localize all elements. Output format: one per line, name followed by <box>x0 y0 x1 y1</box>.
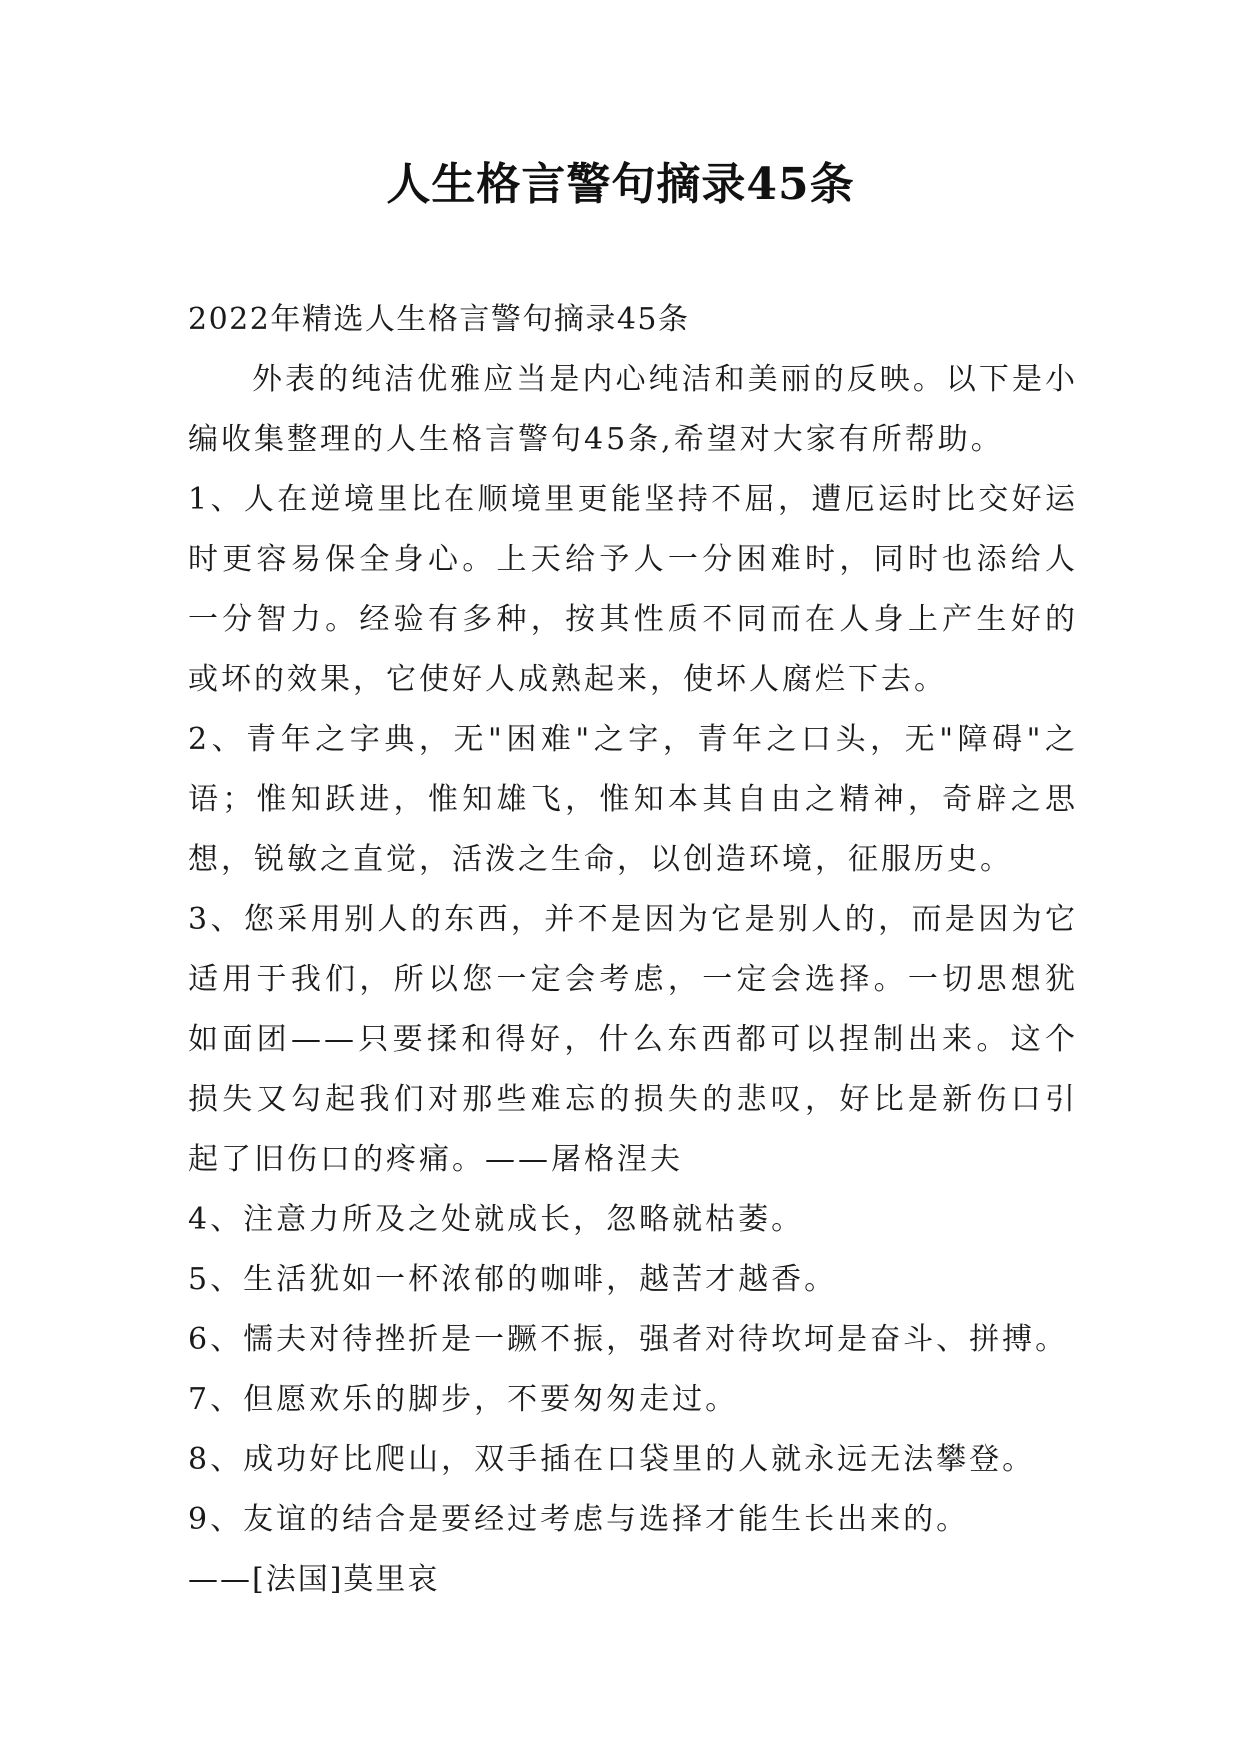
quote-item-2: 2、青年之字典，无"困难"之字，青年之口头，无"障碍"之语；惟知跃进，惟知雄飞，惟知本其自由之精神，奇辟之思想，锐敏之直觉，活泼之生命，以创造环境，征服历史。 <box>188 722 1078 877</box>
document-title: 人生格言警句摘录45条 <box>386 159 855 210</box>
quote-item-8: 8、成功好比爬山，双手插在口袋里的人就永远无法攀登。 <box>188 1442 1036 1477</box>
document-body <box>188 290 1078 1610</box>
quote-item-6: 6、懦夫对待挫折是一蹶不振，强者对待坎坷是奋斗、拼搏。 <box>188 1322 1069 1357</box>
quote-item-7: 7、但愿欢乐的脚步，不要匆匆走过。 <box>188 1382 739 1417</box>
quote-item-5: 5、生活犹如一杯浓郁的咖啡，越苦才越香。 <box>188 1262 838 1297</box>
quote-item-9-attribution: ——[法国]莫里哀 <box>188 1562 440 1597</box>
quote-item-4: 4、注意力所及之处就成长，忽略就枯萎。 <box>188 1202 805 1237</box>
intro-paragraph: 外表的纯洁优雅应当是内心纯洁和美丽的反映。以下是小编收集整理的人生格言警句45条,希望对大家有所帮助。 <box>188 362 1078 457</box>
document-subtitle: 2022年精选人生格言警句摘录45条 <box>188 302 690 337</box>
quote-item-9: 9、友谊的结合是要经过考虑与选择才能生长出来的。 <box>188 1502 970 1537</box>
quote-item-1: 1、人在逆境里比在顺境里更能坚持不屈，遭厄运时比交好运时更容易保全身心。上天给予人一分困难时，同时也添给人一分智力。经验有多种，按其性质不同而在人身上产生好的或坏的效果，它使好人成熟起来，使坏人腐烂下去。 <box>188 482 1078 697</box>
quote-item-3: 3、您采用别人的东西，并不是因为它是别人的，而是因为它适用于我们，所以您一定会考虑，一定会选择。一切思想犹如面团——只要揉和得好，什么东西都可以捏制出来。这个损失又勾起我们对那些难忘的损失的悲叹，好比是新伤口引起了旧伤口的疼痛。——屠格涅夫 <box>188 902 1078 1177</box>
